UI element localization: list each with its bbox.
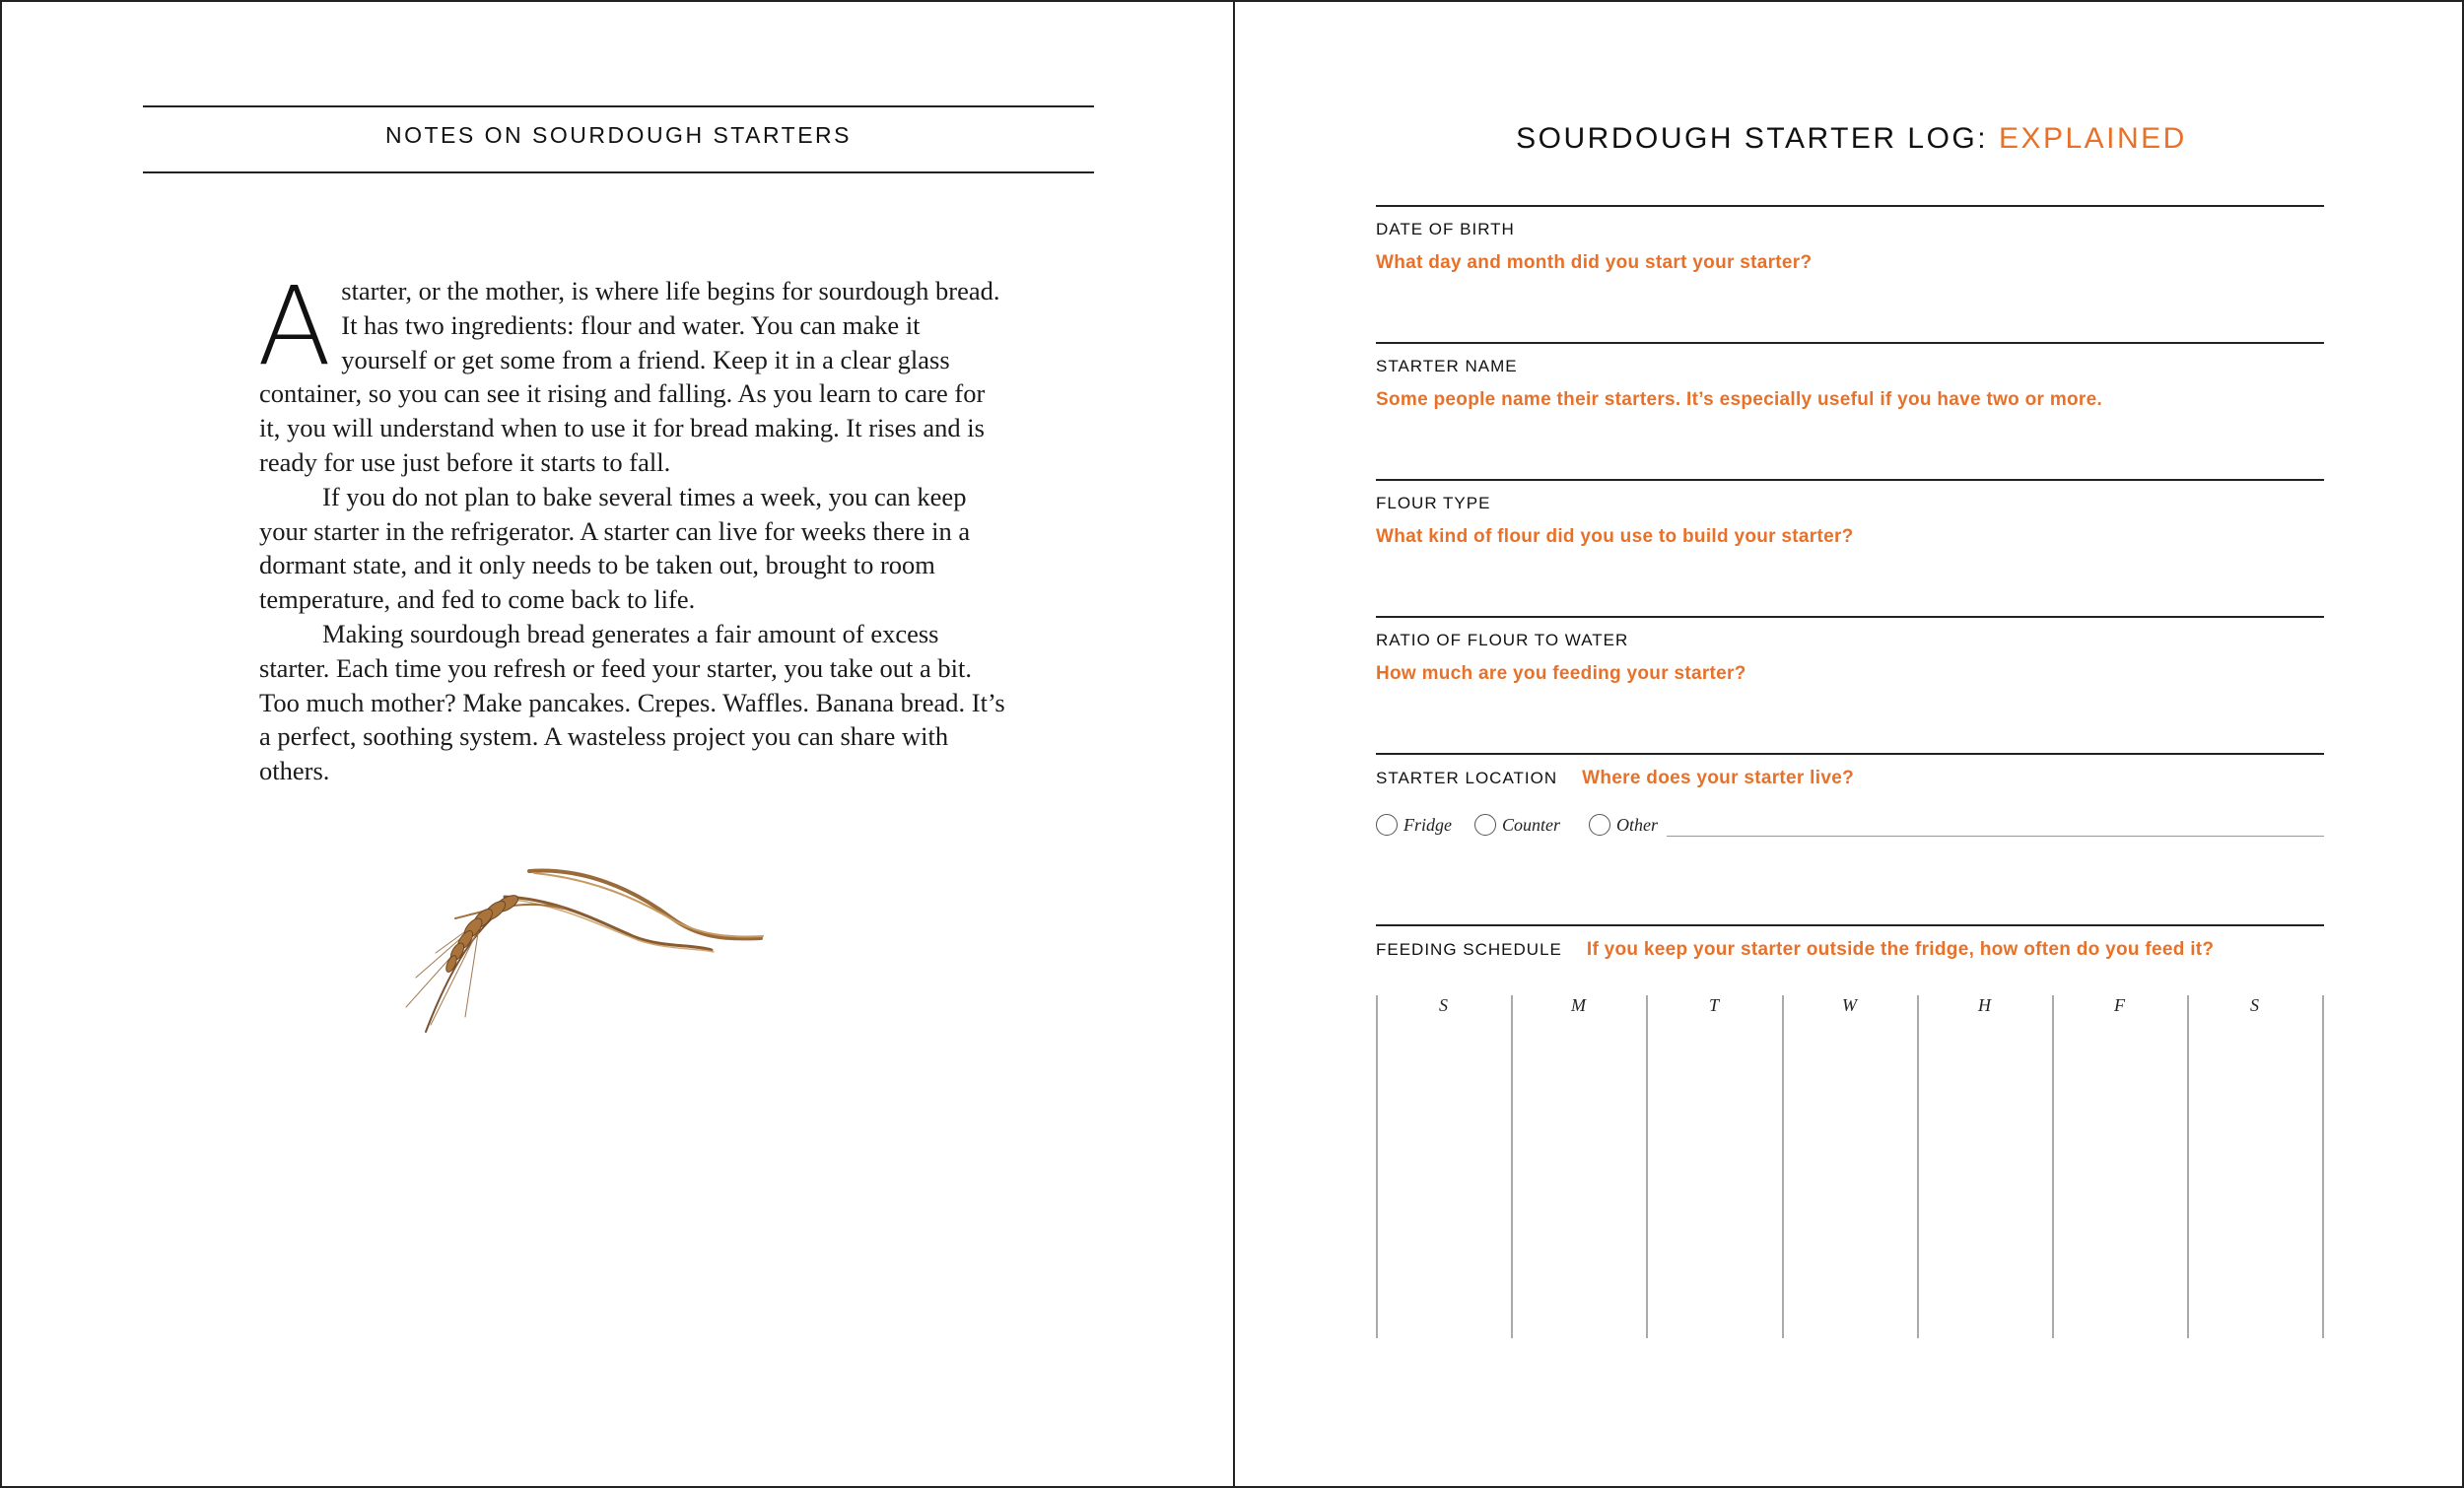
counter-radio[interactable] [1474,814,1496,836]
paragraph-3: Making sourdough bread generates a fair amount of excess starter. Each time you refresh or feed your starter, you take out a bit. Too much mother? Make pancakes. Crepes. Waffles. Banana bread. It’s a perfect, soothing system. A wasteless project you can share with others. [259,618,1005,786]
day-separator [1376,995,1378,1338]
day-label-tuesday: T [1708,995,1719,1015]
section-label: FLOUR TYPE [1376,494,1491,512]
section-rule [1376,616,2324,618]
day-label-friday: F [2114,995,2125,1015]
location-header-row [1376,768,2324,789]
section-question: Some people name their starters. It’s especially useful if you have two or more. [1376,389,2103,410]
paragraph-1-text: starter, or the mother, is where life begins for sourdough bread. It has two ingredients: flour and water. You can make it yourself or get some from a friend. Keep it in a clear glass container, so you can see it rising and falling. As you learn to care for it, you will understand when to use it for bread making. It rises and is ready for use just before it starts to fall. [259,276,1000,477]
section-label: FEEDING SCHEDULE [1376,940,1562,959]
drop-cap: A [257,263,332,389]
option-counter[interactable] [1474,814,1560,836]
section-flour-water-ratio [1376,616,2324,685]
header-rule-bottom [143,171,1094,173]
paragraph-2: If you do not plan to bake several times a week, you can keep your starter in the refrigerator. A starter can live for weeks there in a dormant state, and it only needs to be taken out, brought to room temperature, and fed to come back to life. [259,481,971,615]
right-page-title [1376,122,2327,156]
title-main: SOURDOUGH STARTER LOG: [1516,122,1999,155]
section-question: Where does your starter live? [1582,768,1854,788]
day-label-thursday: H [1978,995,1991,1015]
option-other[interactable] [1589,814,1658,836]
section-rule [1376,753,2324,755]
section-label: RATIO OF FLOUR TO WATER [1376,631,1629,649]
option-label: Other [1616,814,1658,835]
section-date-of-birth [1376,205,2324,274]
section-rule [1376,479,2324,481]
day-label-wednesday: W [1842,995,1857,1015]
day-label-sunday: S [1439,995,1448,1015]
day-separator [1511,995,1513,1338]
section-rule [1376,342,2324,344]
section-question: How much are you feeding your starter? [1376,663,1746,684]
section-label: STARTER NAME [1376,357,1518,375]
option-label: Counter [1502,814,1561,835]
section-flour-type [1376,479,2324,548]
day-separator [1917,995,1919,1338]
fridge-radio[interactable] [1376,814,1398,836]
section-rule [1376,205,2324,207]
day-separator [2322,995,2324,1338]
title-accent: EXPLAINED [1998,122,2187,155]
feeding-schedule-grid [1376,995,2324,1338]
other-write-in-line[interactable] [1667,836,2324,837]
other-radio[interactable] [1589,814,1610,836]
section-feeding-schedule [1376,924,2324,961]
option-fridge[interactable] [1376,814,1452,836]
section-rule [1376,924,2324,926]
left-page [2,2,1233,1488]
section-question: What kind of flour did you use to build your starter? [1376,526,1854,547]
feeding-header-row [1376,939,2324,961]
body-text [257,263,1008,788]
header-rule-top [143,105,1094,107]
right-page [1235,2,2464,1488]
day-separator [2187,995,2189,1338]
section-question: What day and month did you start your starter? [1376,252,1813,273]
day-separator [1646,995,1648,1338]
paragraph-1 [257,263,1008,480]
location-options [1376,814,2324,844]
wheat-stalk-illustration [396,859,810,1047]
day-label-saturday: S [2250,995,2259,1015]
day-separator [1782,995,1784,1338]
section-question: If you keep your starter outside the fridge, how often do you feed it? [1586,939,2215,960]
section-label: STARTER LOCATION [1376,769,1558,787]
left-page-title: NOTES ON SOURDOUGH STARTERS [384,122,853,148]
section-label: DATE OF BIRTH [1376,220,1515,238]
section-starter-location [1376,753,2324,861]
day-separator [2052,995,2054,1338]
option-label: Fridge [1403,814,1452,835]
section-starter-name [1376,342,2324,411]
day-label-monday: M [1571,995,1586,1015]
